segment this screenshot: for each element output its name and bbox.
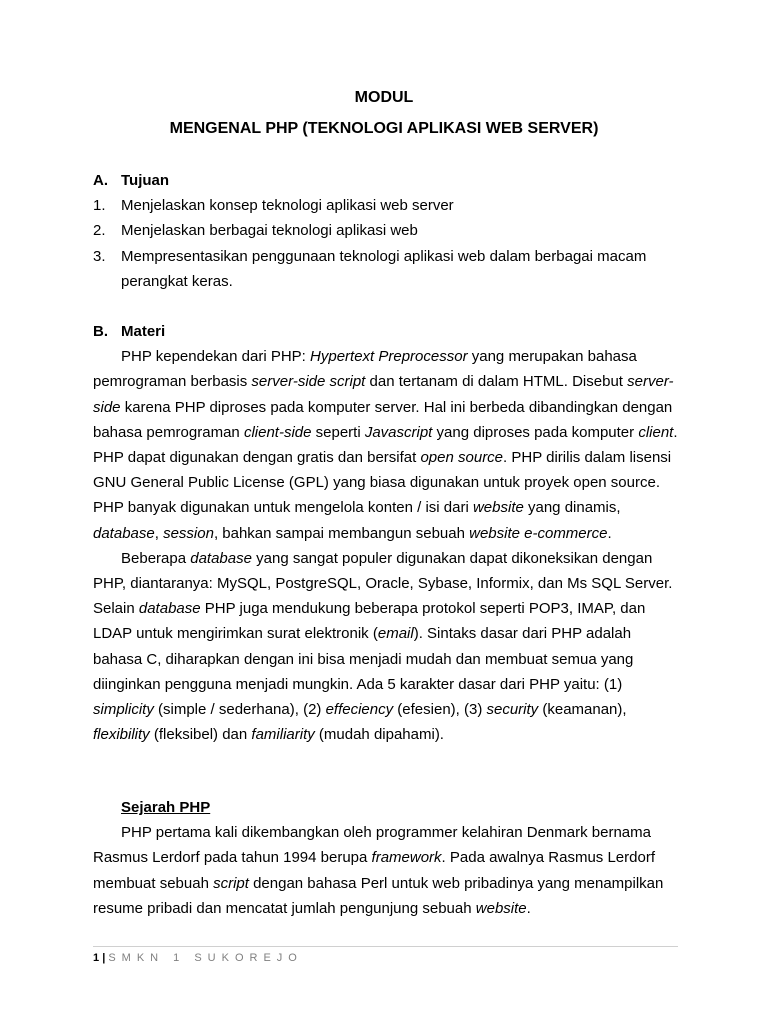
text-run: . Pada awalnya Rasmus Lerdorf membuat sebuah [93, 849, 655, 892]
italic-term: website e-commerce [469, 524, 608, 542]
text-run: seperti [311, 423, 365, 441]
section-letter: A. [93, 172, 108, 189]
document-subtitle: MENGENAL PHP (TEKNOLOGI APLIKASI WEB SERVER) [169, 120, 599, 137]
list-item [93, 218, 683, 243]
section-tujuan [93, 168, 683, 294]
italic-term: website [472, 499, 524, 517]
text-run: (keamanan), [538, 701, 627, 719]
italic-term: client-side [243, 423, 312, 441]
italic-term: database [138, 600, 201, 618]
italic-term: session [163, 524, 214, 542]
section-sejarah [93, 795, 683, 921]
italic-term: script [213, 874, 249, 892]
paragraph [93, 546, 683, 748]
text-run: dan tertanam di dalam HTML. Disebut [365, 373, 628, 391]
list-text: Mempresentasikan penggunaan teknologi aplikasi web dalam berbagai macam perangkat keras. [121, 247, 647, 290]
italic-term: open source [420, 449, 504, 467]
list-number: 2. [93, 222, 106, 240]
section-title: Tujuan [121, 172, 170, 189]
section-heading [93, 319, 683, 344]
italic-term: Hypertext Preprocessor [310, 348, 468, 366]
italic-term: client [638, 423, 674, 441]
text-run: PHP juga mendukung beberapa protokol seperti POP3, IMAP, dan LDAP untuk mengirimkan surat elektronik ( [93, 600, 646, 643]
list-text: Menjelaskan berbagai teknologi aplikasi web [121, 222, 418, 240]
list-text: Menjelaskan konsep teknologi aplikasi web server [121, 197, 454, 215]
list-number: 3. [93, 247, 106, 265]
text-run: karena PHP diproses pada komputer server. Hal ini berbeda dibandingkan dengan bahasa pemrograman [93, 398, 673, 441]
paragraph [93, 820, 683, 921]
text-run: yang merupakan bahasa pemrograman berbasis [93, 348, 637, 391]
text-run: , [154, 524, 164, 542]
footer-separator: | [102, 952, 106, 964]
italic-term: website [475, 899, 527, 917]
subsection-title: Sejarah PHP [121, 799, 211, 816]
italic-term: security [486, 701, 539, 719]
italic-term: familiarity [251, 726, 315, 744]
text-run: . PHP dapat digunakan dengan gratis dan bersifat [93, 423, 678, 467]
text-run: PHP pertama kali dikembangkan oleh programmer kelahiran Denmark bernama Rasmus Lerdorf pada tahun 1994 berupa [93, 824, 651, 867]
italic-term: server-side [93, 373, 674, 416]
text-run: Beberapa [121, 549, 191, 567]
document-header [0, 86, 768, 141]
text-run: , bahkan sampai membangun sebuah [213, 524, 470, 542]
page-number: 1 [93, 952, 100, 964]
text-run: (simple / sederhana), (2) [153, 701, 326, 719]
text-run: yang sangat populer digunakan dapat dikoneksikan dengan PHP, diantaranya: MySQL, PostgreSQL, Oracle, Sybase, Informix, dan Ms SQL Server. Selain [93, 549, 673, 618]
text-run: (efesien), (3) [393, 701, 487, 719]
paragraph [93, 344, 683, 546]
italic-term: simplicity [93, 701, 154, 719]
section-title: Materi [121, 323, 166, 340]
text-run: . PHP dirilis dalam lisensi GNU General Public License (GPL) yang biasa digunakan untuk proyek open source. PHP banyak digunakan untuk mengelola konten / isi dari [93, 449, 672, 517]
list-item [93, 193, 683, 218]
list-number: 1. [93, 197, 106, 215]
text-run: . [526, 899, 531, 917]
italic-term: effeciency [325, 701, 394, 719]
text-run: . [607, 524, 612, 542]
italic-term: database [190, 549, 252, 567]
document-title: MODUL [354, 89, 414, 106]
text-run: dengan bahasa Perl untuk web pribadinya yang menampilkan resume pribadi dan mencatat jumlah pengunjung sebuah [93, 874, 664, 917]
italic-term: email [377, 625, 414, 643]
italic-term: database [93, 524, 155, 542]
text-run: yang dinamis, [523, 499, 621, 517]
page-footer [93, 946, 678, 965]
school-name: SMKN 1 SUKOREJO [108, 952, 303, 964]
italic-term: flexibility [93, 726, 150, 744]
list-item [93, 244, 683, 294]
section-materi [93, 319, 683, 747]
italic-term: framework [371, 849, 442, 867]
italic-term: Javascript [364, 423, 433, 441]
text-run: (mudah dipahami). [314, 726, 444, 744]
section-letter: B. [93, 323, 108, 340]
text-run: (fleksibel) dan [149, 726, 252, 744]
text-run: ). Sintaks dasar dari PHP adalah bahasa C, diharapkan dengan ini bisa menjadi mudah dan membuat semua yang diinginkan pengguna menjadi mungkin. Ada 5 karakter dasar dari PHP yaitu: (1) [93, 625, 634, 693]
italic-term: server-side script [251, 373, 366, 391]
text-run: PHP kependekan dari PHP: [121, 348, 311, 366]
section-heading [93, 168, 683, 193]
text-run: yang diproses pada komputer [432, 423, 639, 441]
